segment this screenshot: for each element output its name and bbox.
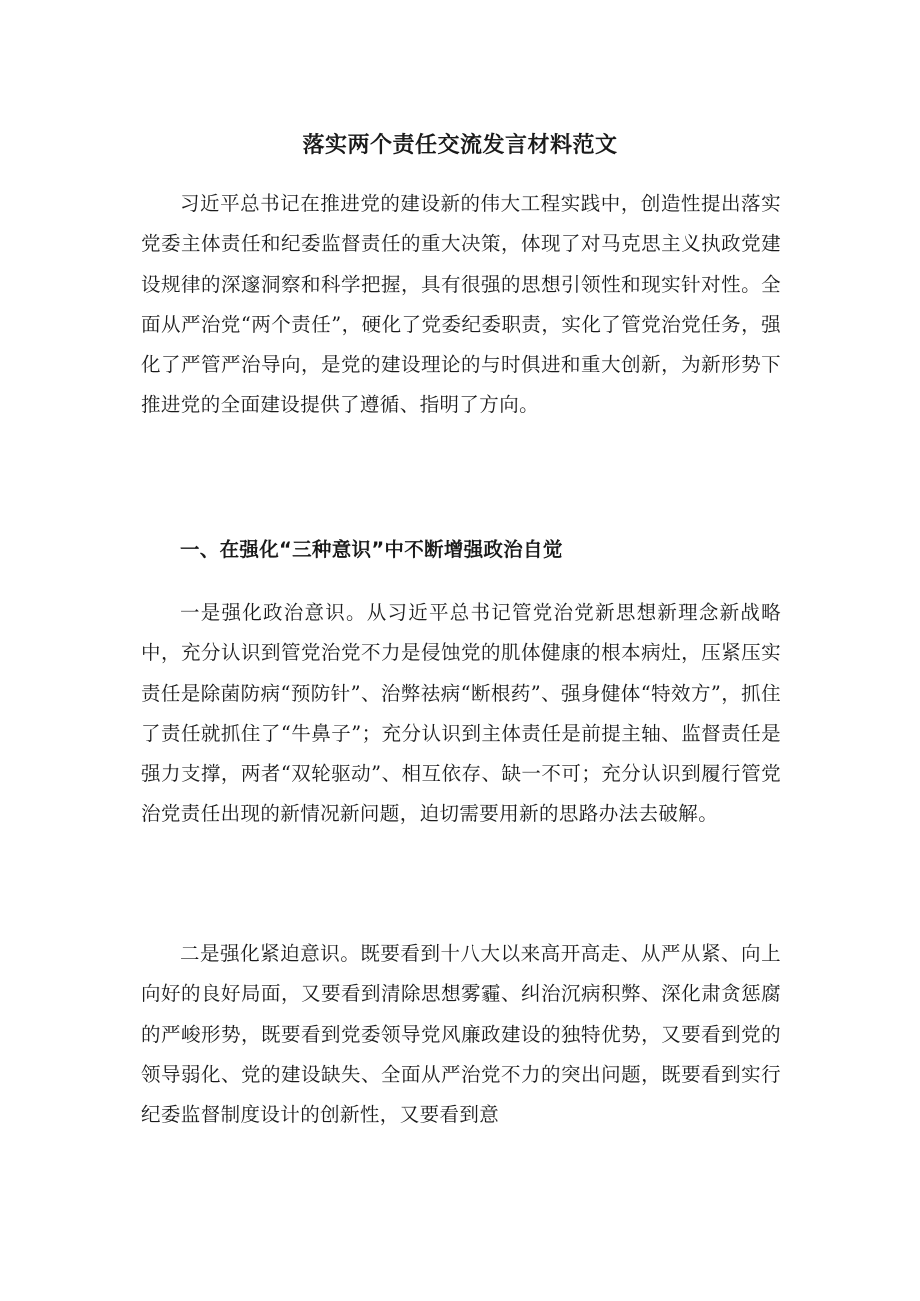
- intro-paragraph: 习近平总书记在推进党的建设新的伟大工程实践中，创造性提出落实党委主体责任和纪委监督责任的重大决策，体现了对马克思主义执政党建设规律的深邃洞察和科学把握，具有很强的思想引领性和现实针对性。全面从严治党“两个责任”，硬化了党委纪委职责，实化了管党治党任务，强化了严管严治导向，是党的建设理论的与时俱进和重大创新，为新形势下推进党的全面建设提供了遵循、指明了方向。: [141, 192, 781, 417]
- section-paragraph: 一是强化政治意识。从习近平总书记管党治党新思想新理念新战略中，充分认识到管党治党不力是侵蚀党的肌体健康的根本病灶，压紧压实责任是除菌防病“预防针”、治弊祛病“断根药”、强身健体“特效方”，抓住了责任就抓住了“牛鼻子”；充分认识到主体责任是前提主轴、监督责任是强力支撑，两者“双轮驱动”、相互依存、缺一不可；充分认识到履行管党治党责任出现的新情况新问题，迫切需要用新的思路办法去破解。: [141, 601, 781, 826]
- section-heading: 一、在强化“三种意识”中不断增强政治自觉: [180, 538, 563, 561]
- document-title: 落实两个责任交流发言材料范文: [302, 133, 618, 158]
- section-paragraph: 二是强化紧迫意识。既要看到十八大以来高开高走、从严从紧、向上向好的良好局面，又要看到清除思想雾霾、纠治沉病积弊、深化肃贪惩腐的严峻形势，既要看到党委领导党风廉政建设的独特优势，又要看到党的领导弱化、党的建设缺失、全面从严治党不力的突出问题，既要看到实行纪委监督制度设计的创新性，又要看到意: [141, 942, 781, 1127]
